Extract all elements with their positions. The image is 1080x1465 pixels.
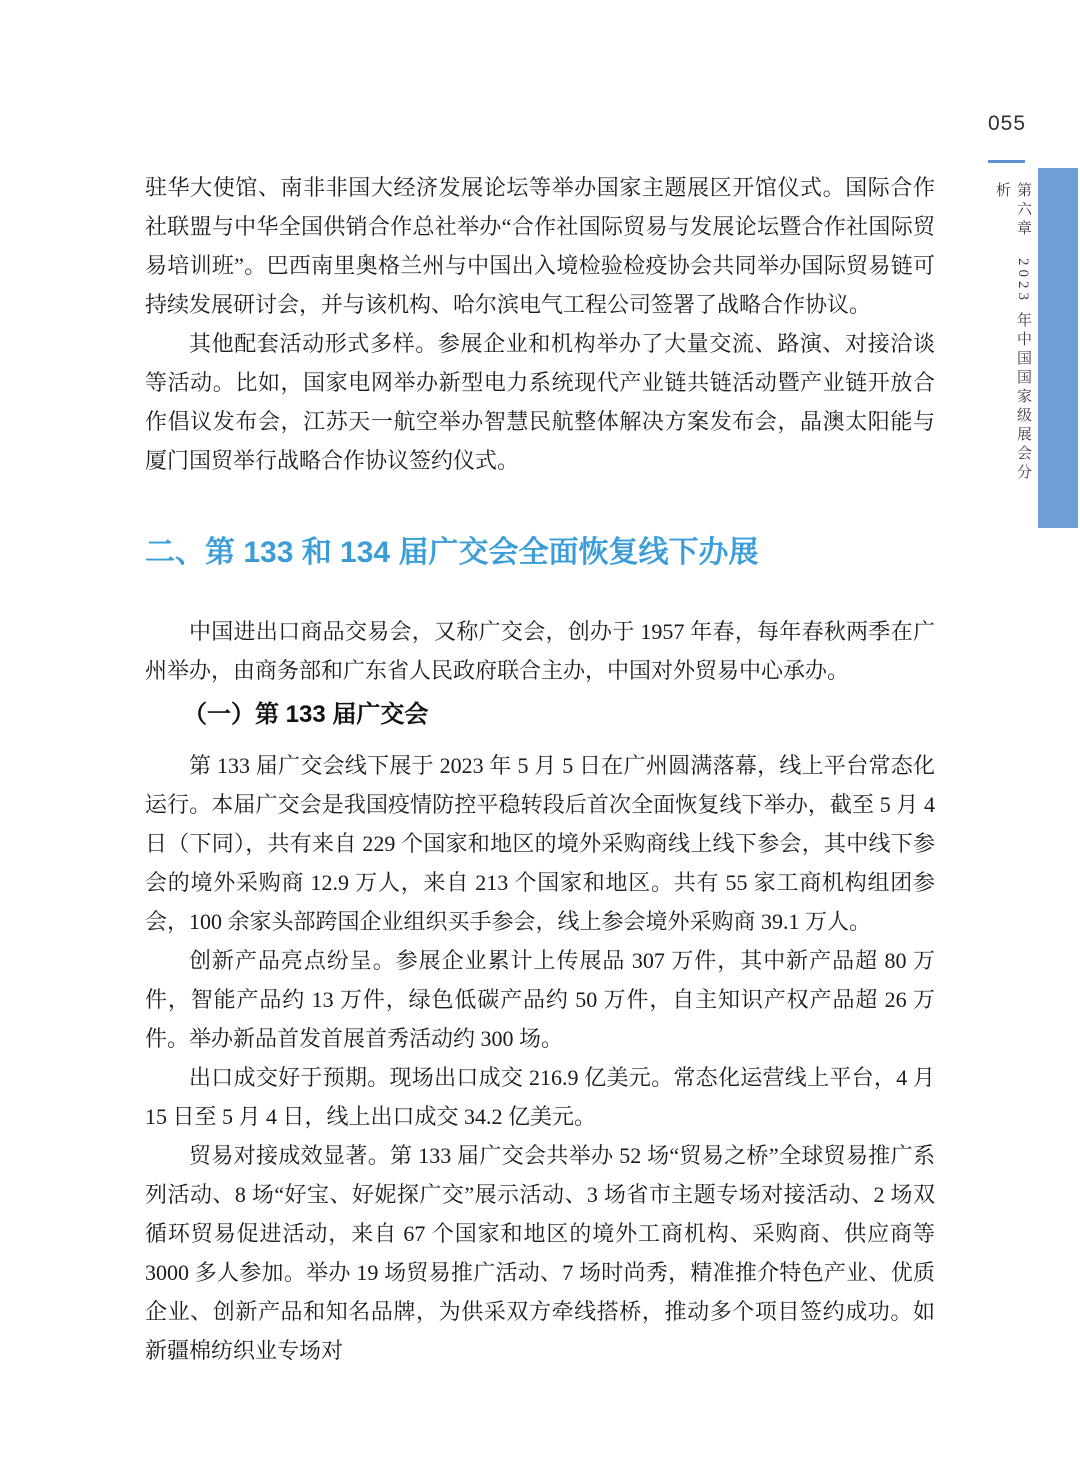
paragraph-other-activities: 其他配套活动形式多样。参展企业和机构举办了大量交流、路演、对接洽谈等活动。比如，国家电网举办新型电力系统现代产业链共链活动暨产业链开放合作倡议发布会，江苏天一航空举办智慧民航整体解决方案发布会，晶澳太阳能与厦门国贸举行战略合作协议签约仪式。 (145, 331, 935, 473)
chapter-sidebar-label: 第六章 2023 年中国国家级展会分析 (994, 182, 1031, 483)
article-body (145, 168, 935, 1370)
paragraph-export-results: 出口成交好于预期。现场出口成交 216.9 亿美元。常态化运营线上平台，4 月 15 日至 5 月 4 日，线上出口成交 34.2 亿美元。 (145, 1065, 935, 1129)
paragraph-trade-matching: 贸易对接成效显著。第 133 届广交会共举办 52 场“贸易之桥”全球贸易推广系列活动、8 场“好宝、好妮探广交”展示活动、3 场省市主题专场对接活动、2 场双循环贸易促进活动，来自 67 个国家和地区的境外工商机构、采购商、供应商等 3000 多人参加。举办 19 场贸易推广活动、7 场时尚秀，精准推介特色产业、优质企业、创新产品和知名品牌，为供采双方牵线搭桥，推动多个项目签约成功。如新疆棉纺织业专场对 (145, 1143, 935, 1363)
subsection-heading: （一）第 133 届广交会 (183, 701, 429, 728)
sidebar-blue-bar (1038, 168, 1078, 528)
paragraph-fair-overview: 第 133 届广交会线下展于 2023 年 5 月 5 日在广州圆满落幕，线上平台常态化运行。本届广交会是我国疫情防控平稳转段后首次全面恢复线下举办，截至 5 月 4 日（下同），共有来自 229 个国家和地区的境外采购商线上线下参会，其中线下参会的境外采购商 12.9 万人，来自 213 个国家和地区。共有 55 家工商机构组团参会，100 余家头部跨国企业组织买手参会，线上参会境外采购商 39.1 万人。 (145, 753, 935, 934)
page-number: 055 (988, 112, 1027, 135)
paragraph-continuation: 驻华大使馆、南非非国大经济发展论坛等举办国家主题展区开馆仪式。国际合作社联盟与中华全国供销合作总社举办“合作社国际贸易与发展论坛暨合作社国际贸易培训班”。巴西南里奥格兰州与中国出入境检验检疫协会共同举办国际贸易链可持续发展研讨会，并与该机构、哈尔滨电气工程公司签署了战略合作协议。 (145, 175, 935, 317)
section-heading: 二、第 133 和 134 届广交会全面恢复线下办展 (145, 536, 759, 569)
paragraph-innovation-products: 创新产品亮点纷呈。参展企业累计上传展品 307 万件，其中新产品超 80 万件，智能产品约 13 万件，绿色低碳产品约 50 万件，自主知识产权产品超 26 万件。举办新品首发首展首秀活动约 300 场。 (145, 948, 935, 1051)
sidebar-accent-line (988, 160, 1025, 163)
paragraph-canton-fair-intro: 中国进出口商品交易会，又称广交会，创办于 1957 年春，每年春秋两季在广州举办，由商务部和广东省人民政府联合主办，中国对外贸易中心承办。 (145, 619, 935, 683)
